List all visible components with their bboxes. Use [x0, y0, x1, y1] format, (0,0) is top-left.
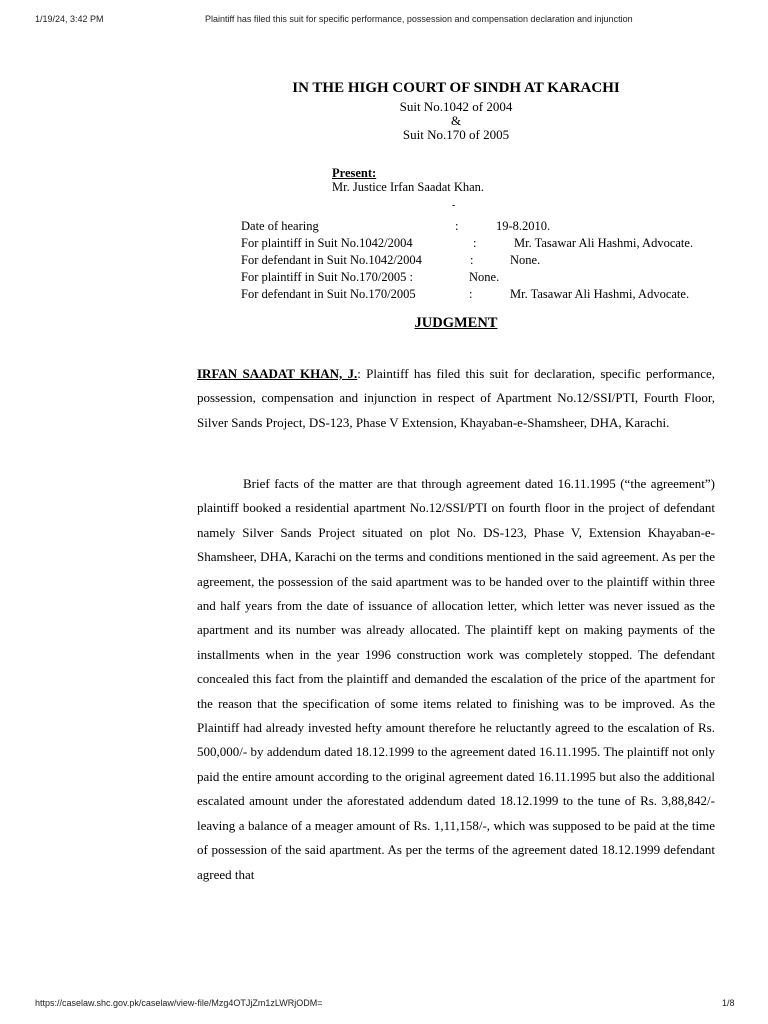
court-name: IN THE HIGH COURT OF SINDH AT KARACHI — [292, 80, 620, 96]
print-url: https://caselaw.shc.gov.pk/caselaw/view-file/Mzg4OTJjZm1zLWRjODM= — [35, 998, 323, 1008]
plaintiff-1042-label: For plaintiff in Suit No.1042/2004 — [241, 236, 413, 250]
print-datetime: 1/19/24, 3:42 PM — [35, 14, 104, 24]
judgment-title: JUDGMENT — [414, 315, 498, 331]
hearing-date-value: 19-8.2010. — [496, 219, 551, 233]
ampersand: & — [450, 113, 462, 128]
print-page-title: Plaintiff has filed this suit for specific performance, possession and compensation declaration and injunction — [205, 14, 633, 24]
separator-dash: - — [452, 200, 456, 211]
defendant-170-colon: : — [469, 287, 473, 301]
plaintiff-1042-value: Mr. Tasawar Ali Hashmi, Advocate. — [514, 236, 694, 250]
suit-number-1: Suit No.1042 of 2004 — [399, 99, 513, 114]
present-label: Present: — [332, 166, 377, 180]
present-judge: Mr. Justice Irfan Saadat Khan. — [332, 180, 485, 194]
defendant-1042-label: For defendant in Suit No.1042/2004 — [241, 253, 422, 267]
hearing-date-colon: : — [455, 219, 459, 233]
print-page-number: 1/8 — [722, 998, 735, 1008]
suit-number-2: Suit No.170 of 2005 — [402, 127, 510, 142]
plaintiff-170-label: For plaintiff in Suit No.170/2005 : — [241, 270, 413, 284]
defendant-170-label: For defendant in Suit No.170/2005 — [241, 287, 416, 301]
defendant-170-value: Mr. Tasawar Ali Hashmi, Advocate. — [510, 287, 690, 301]
judgment-paragraph-2: Brief facts of the matter are that through agreement dated 16.11.1995 (“the agreement”) plaintiff booked a residential apartment No.12/SSI/PTI on fourth floor in the project of defendant namely Silver Sands Project situated on plot No. DS-123, Phase V, Extension Khayaban-e- Shamsheer, DHA, Karachi on the terms and conditions mentioned in the said agreement. As per the agreement, the possession of the said apartment was to be handed over to the plaintiff within three and half years from the date of issuance of allocation letter, which letter was never issued as the apartment and its number was already allocated. The plaintiff kept on making payments of the installments when in the year 1996 construction work was completely stopped. The defendant concealed this fact from the plaintiff and demanded the escalation of the price of the apartment for the reason that the specification of some items related to finishing was to be improved. As the Plaintiff had already invested hefty amount therefore he reluctantly agreed to the escalation of Rs. 500,000/- by addendum dated 18.12.1999 to the agreement dated 16.11.1995. The plaintiff not only paid the entire amount according to the original agreement dated 16.11.1995 but also the additional escalated amount under the aforestated addendum dated 18.12.1999 to the tune of Rs. 3,88,842/- leaving a balance of a meager amount of Rs. 1,11,158/-, which was supposed to be paid at the time of possession of the said apartment. As per the terms of the agreement dated 18.12.1999 defendant agreed that — [197, 476, 715, 882]
judgment-paragraph-1 — [197, 362, 715, 435]
paragraph-1-text: : Plaintiff has filed this suit for declaration, specific performance, possession, compensation and injunction in respect of Apartment No.12/SSI/PTI, Fourth Floor, Silver Sands Project, DS-123, Phase V Extension, Khayaban-e-Shamsheer, DHA, Karachi. — [197, 366, 715, 430]
plaintiff-1042-colon: : — [473, 236, 477, 250]
defendant-1042-colon: : — [470, 253, 474, 267]
defendant-1042-value: None. — [510, 253, 541, 267]
hearing-date-label: Date of hearing — [241, 219, 319, 233]
judge-name: IRFAN SAADAT KHAN, J. — [197, 366, 358, 381]
plaintiff-170-value: None. — [469, 270, 500, 284]
